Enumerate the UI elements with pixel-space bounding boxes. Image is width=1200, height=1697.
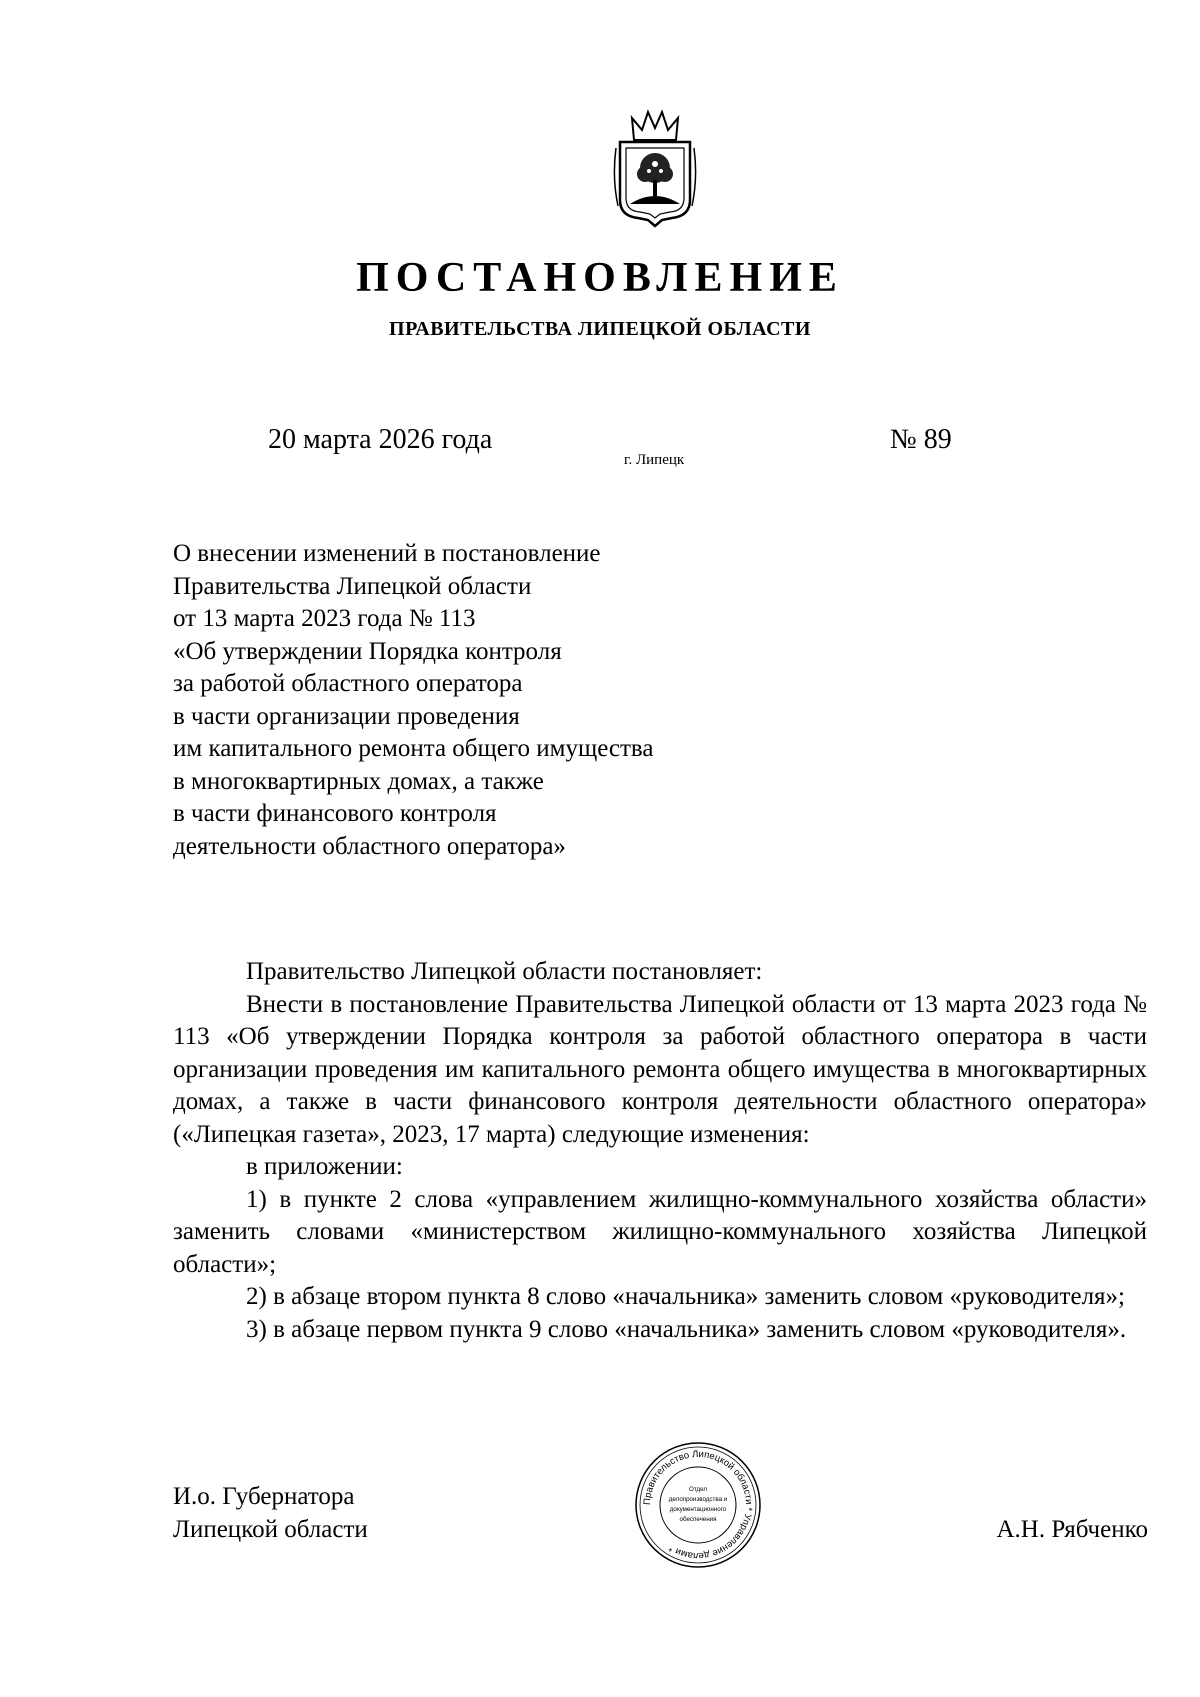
document-body [173, 956, 1147, 1346]
body-paragraph: 3) в абзаце первом пункта 9 слово «начальника» заменить словом «руководителя». [246, 1315, 1127, 1343]
document-city: г. Липецк [624, 452, 685, 468]
body-paragraph: 2) в абзаце втором пункта 8 слово «начальника» заменить словом «руководителя»; [246, 1283, 1126, 1310]
seal-center-text: документационного [669, 1506, 727, 1513]
body-paragraph: 1) в пункте 2 слова «управлением жилищно-коммунального хозяйства области» заменить словами «министерством жилищно-коммунального хозяйства Липецкой области»; [173, 1185, 1147, 1278]
document-subject [173, 538, 793, 863]
subject-line: «Об утверждении Порядка контроля [173, 637, 562, 665]
subject-line: деятельности областного оператора» [173, 832, 566, 860]
document-subtitle: ПРАВИТЕЛЬСТВА ЛИПЕЦКОЙ ОБЛАСТИ [389, 318, 811, 340]
subject-line: им капитального ремонта общего имущества [173, 735, 654, 762]
signatory-position-line: Липецкой области [173, 1516, 368, 1543]
seal-center-text: Отдел [689, 1486, 707, 1493]
official-seal-icon [634, 1441, 762, 1569]
seal-ring-text: Правительство Липецкой области * Управление делами * [641, 1448, 755, 1562]
document-date: 20 марта 2026 года [268, 424, 493, 455]
body-paragraph: Правительство Липецкой области постановляет: [246, 958, 763, 985]
document-title: ПОСТАНОВЛЕНИЕ [356, 255, 844, 301]
coat-of-arms-icon [612, 108, 698, 228]
svg-text:Правительство Липецкой области [642, 1449, 754, 1561]
signatory-name: А.Н. Рябченко [996, 1516, 1148, 1543]
signatory-position-line: И.о. Губернатора [173, 1483, 355, 1510]
document-number: № 89 [890, 424, 952, 455]
subject-line: Правительства Липецкой области [173, 572, 532, 600]
subject-line: О внесении изменений в постановление [173, 540, 601, 567]
subject-line: за работой областного оператора [173, 670, 523, 697]
seal-center-text: делопроизводства и [668, 1496, 728, 1503]
body-paragraph: Внести в постановление Правительства Липецкой области от 13 марта 2023 года № 113 «Об утверждении Порядка контроля за работой областного оператора в части организации проведения им капитального ремонта общего имущества в многоквартирных домах, а также в части финансового контроля деятельности областного оператора» («Липецкая газета», 2023, 17 марта) следующие изменения: [173, 990, 1147, 1148]
subject-line: от 13 марта 2023 года № 113 [173, 605, 476, 632]
subject-line: в части финансового контроля [173, 800, 497, 827]
seal-center-text: обеспечения [679, 1516, 717, 1523]
subject-line: в части организации проведения [173, 702, 520, 730]
signatory-position [173, 1480, 368, 1546]
subject-line: в многоквартирных домах, а также [173, 767, 544, 795]
body-paragraph: в приложении: [246, 1153, 403, 1180]
